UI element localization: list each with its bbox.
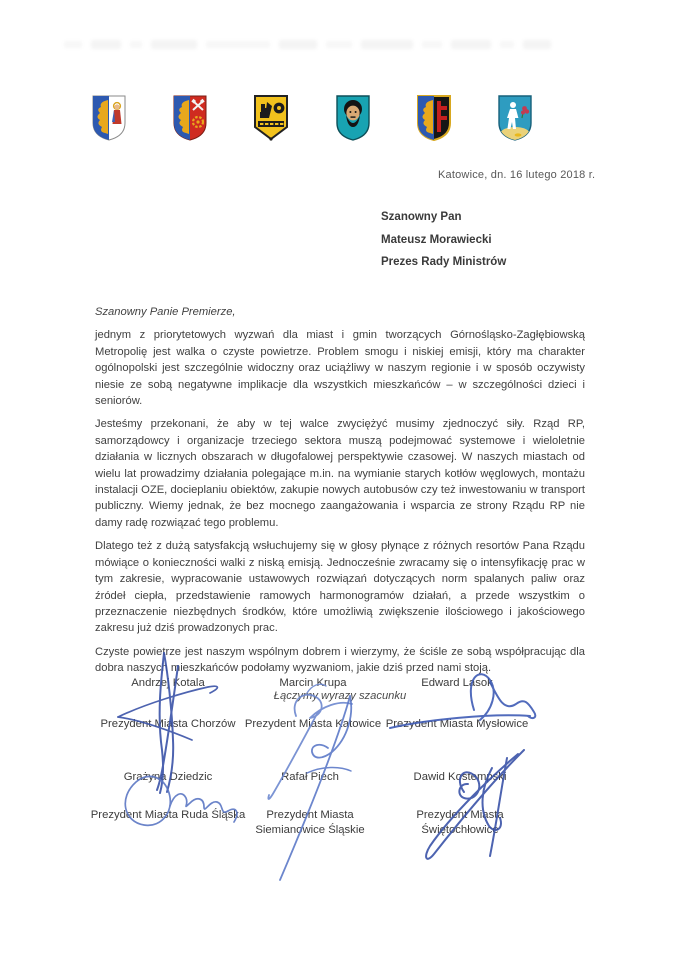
signatory-title: Prezydent Miasta: [266, 809, 354, 821]
addressee-honorific: Szanowny Pan: [381, 211, 462, 223]
chorzow-crest-icon: [91, 94, 127, 142]
signatory-name: Andrzej Kotala: [131, 677, 205, 689]
addressee-block: [381, 211, 506, 279]
letter-paragraph-2: Jesteśmy przekonani, że aby w tej walce zwyciężyć musimy zjednoczyć siły. Rząd RP, samorządowcy i organizacje trzeciego sektora muszą podejmować systemowe i wieloletnie działania w licznych obszarach w długofalowej perspektywie czasowej. W naszych miastach od wielu lat prowadzimy działania polegające m.in. na wymianie starych kotłów węglowych, montażu instalacji OZE, docieplaniu obiektów, zakupie nowych autobusów czy też inwestowaniu w transport publiczny. Wiemy jednak, że bez mocnego zaangażowania i wsparcia ze strony Rządu RP nie damy radę rozwiązać tego problemu.: [95, 418, 585, 529]
signatory-myslowice: [362, 676, 552, 732]
letter-paragraph-3: Dlatego też z dużą satysfakcją wsłuchujemy się w głosy płynące z różnych resortów Pana Rządu mówiące o konieczności walki z niską emisją. Jednocześnie zwracamy się o intensyfikację prac w tym zakresie, wypracowanie ustawowych rozwiązań dotyczących norm spalanych paliw oraz źródeł ciepła, przedstawienie ramowych harmonogramów działań, a przede wszystkim o przeznaczenie niezbędnych środków, które umożliwią zwiększenie ilościowego i jakościowego zakresu już dziś prowadzonych prac.: [95, 540, 585, 635]
letter-paragraph-4: Czyste powietrze jest naszym wspólnym dobrem i wierzymy, że ściśle ze sobą współpracując dla dobra naszych mieszkańców podołamy wyzwaniom, jakie dziś przed nami stoją.: [95, 645, 585, 675]
scan-ghost-artifact: [64, 30, 620, 58]
addressee-name: Mateusz Morawiecki: [381, 233, 492, 246]
signatory-name: Edward Lasok: [421, 677, 493, 689]
closing-line: Łączymy wyrazy szacunku: [273, 689, 407, 702]
myslowice-crest-icon: [335, 94, 371, 142]
ruda-slaska-crest-icon: [172, 94, 208, 142]
signatory-name: Rafał Piech: [281, 771, 339, 783]
date-line: Katowice, dn. 16 lutego 2018 r.: [438, 169, 596, 181]
siemianowice-slaskie-crest-icon: [497, 94, 533, 142]
letter-body: [95, 304, 585, 704]
signatory-title: Prezydent Miasta: [416, 809, 504, 821]
signatory-name: Marcin Krupa: [279, 677, 347, 689]
signatory-name: Grażyna Dziedzic: [123, 771, 213, 783]
signatory-title: Prezydent Miasta Katowice: [244, 718, 382, 730]
signatory-title: Prezydent Miasta Mysłowice: [385, 718, 529, 730]
addressee-title: Prezes Rady Ministrów: [381, 256, 507, 268]
signatory-title-line2: Świętochłowice: [421, 823, 499, 836]
signatory-title: Prezydent Miasta Chorzów: [100, 718, 236, 730]
signatory-title: Prezydent Miasta Ruda Śląska: [90, 809, 246, 821]
katowice-crest-icon: [253, 94, 289, 142]
signatory-name: Dawid Kostempski: [413, 771, 507, 783]
signatory-swietochlowice: [365, 770, 555, 837]
city-crests-row: [91, 94, 533, 142]
signatory-title-line2: Siemianowice Śląskie: [255, 823, 365, 836]
swietochlowice-crest-icon: [416, 94, 452, 142]
salutation: Szanowny Panie Premierze,: [95, 306, 236, 318]
letter-paragraph-1: jednym z priorytetowych wyzwań dla miast i gmin tworzących Górnośląsko-Zagłębiowską Metropolię jest walka o czyste powietrze. Problem smogu i niskiej emisji, który ma charakter ogólnopolski jest szczególnie widoczny oraz uciążliwy w naszym regionie i w sposób oczywisty niesie ze sobą negatywne implikacje dla wszystkich mieszkańców – w szczególności dzieci i seniorów.: [95, 329, 585, 408]
